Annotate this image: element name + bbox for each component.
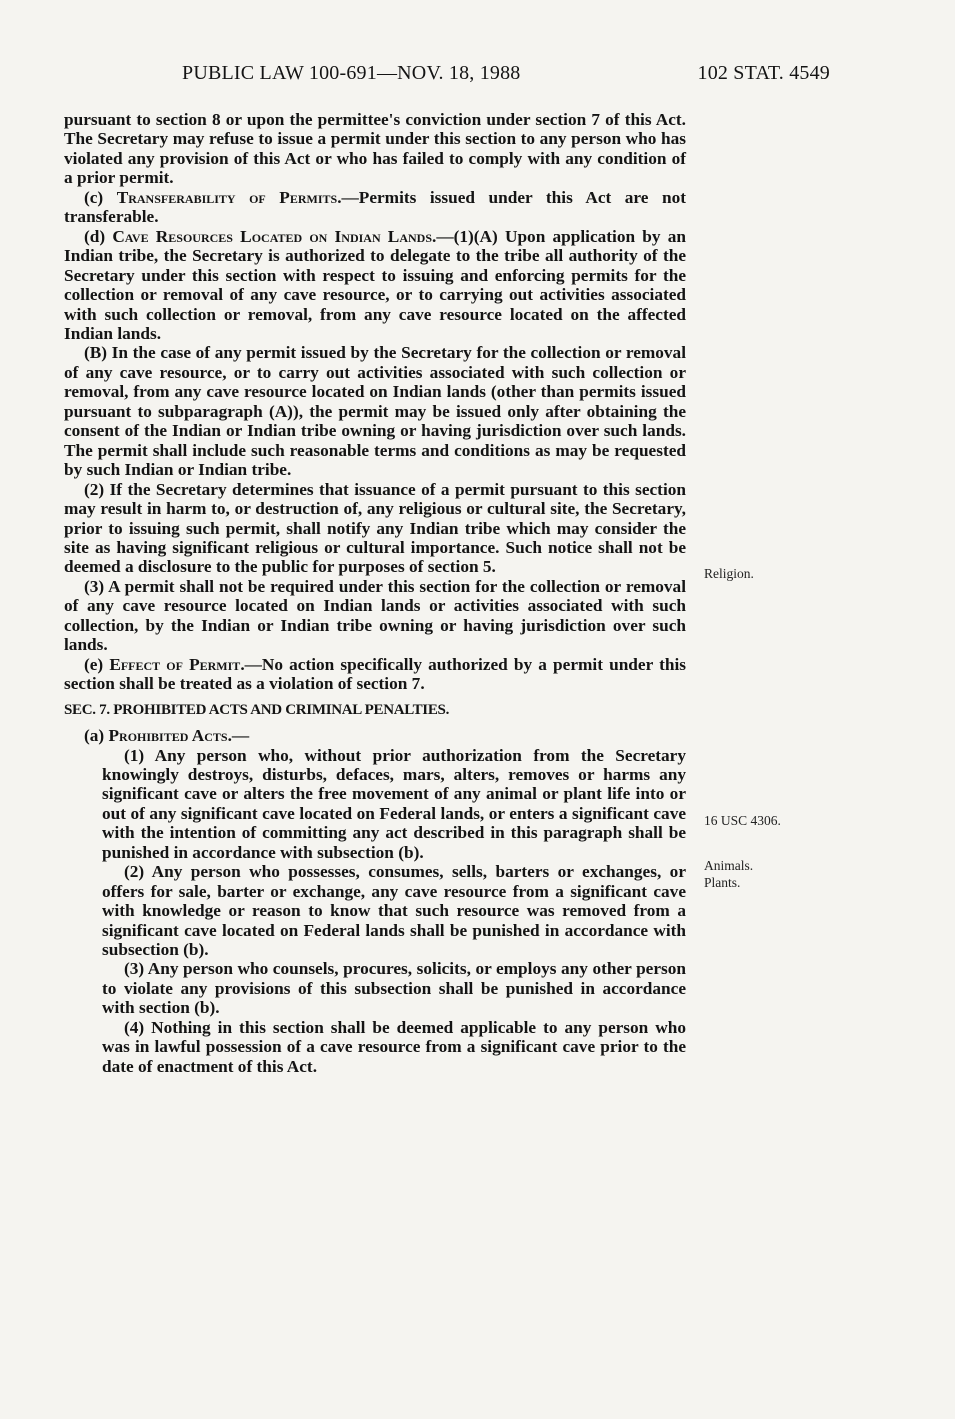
paragraph-d2: (2) If the Secretary determines that issuance of a permit pursuant to this section may result in harm to, or destruction of, any religious or cultural site, the Secretary, prior to issuing such permit, shall notify any Indian tribe which may consider the site as having significant religious or cultural importance. Such notice shall not be deemed a disclosure to the public for purposes of section 5. (64, 479, 686, 577)
margin-note-religion: Religion. (704, 566, 754, 581)
subsection-c-number: (c) (84, 187, 117, 207)
subsection-e-number: (e) (84, 654, 110, 674)
law-text (64, 110, 686, 1076)
statute-page-number: 102 STAT. 4549 (697, 62, 830, 84)
paragraph-d3: (3) A permit shall not be required under this section for the collection or removal of any cave resource located on Indian lands or activities associated with such collection, by the Indian or Indian tribe owning or having jurisdiction over such lands. (64, 576, 686, 655)
paragraph-d1b: (B) In the case of any permit issued by the Secretary for the collection or removal of any cave resource, or to carry out activities associated with such collection or removal, from any cave resource located on Indian lands (other than permits issued pursuant to subparagraph (A)), the permit may be issued only after obtaining the consent of the Indian or Indian tribe owning or having jurisdiction over such lands. The permit shall include such reasonable terms and conditions as may be requested by such Indian or Indian tribe. (64, 343, 686, 480)
running-head-title: PUBLIC LAW 100-691—NOV. 18, 1988 (182, 62, 521, 84)
paragraph-continuation: pursuant to section 8 or upon the permittee's conviction under section 7 of this Act. The Secretary may refuse to issue a permit under this section to any person who has violated any provision of this Act or who has failed to comply with any condition of a prior permit. (64, 110, 686, 188)
subsection-d-text: .—(1)(A) Upon application by an Indian tribe, the Secretary is authorized to delegate to the tribe all authority of the Secretary under this section with respect to issuing and enforcing permits for the collection or removal of any cave resource, or to carrying out activities associated with such collection or removal, from any cave resource located on the affected Indian lands. (64, 226, 686, 343)
subsection-c-heading: Transferability of Permits (116, 187, 338, 207)
subsection-a-dash: .— (227, 726, 250, 746)
subsection-d-number: (d) (84, 226, 113, 246)
paragraph-a2: (2) Any person who possesses, consumes, sells, barters or exchanges, or offers for sale, barter or exchange, any cave resource from a significant cave with knowledge or reason to know that such resource was removed from a significant cave located on Federal lands shall be punished in accordance with subsection (b). (102, 862, 686, 960)
margin-note-animals: Animals. (704, 858, 754, 873)
paragraph-a4: (4) Nothing in this section shall be deemed applicable to any person who was in lawful possession of a cave resource from a significant cave prior to the date of enactment of this Act. (102, 1017, 686, 1076)
page-header (182, 62, 830, 90)
section-7-heading: SEC. 7. PROHIBITED ACTS AND CRIMINAL PENALTIES. (64, 701, 450, 718)
subsection-a-number: (a) (84, 726, 109, 746)
subsection-e-heading: Effect of Permit (109, 654, 241, 674)
paragraph-a1: (1) Any person who, without prior authorization from the Secretary knowingly destroys, disturbs, defaces, mars, alters, removes or harms any significant cave or alters the free movement of any animal or plant life into or out of any significant cave located on Federal lands, or enters a significant cave with the intention of committing any act described in this paragraph shall be punished in accordance with subsection (b). (102, 745, 686, 862)
paragraph-a3: (3) Any person who counsels, procures, solicits, or employs any other person to violate any provisions of this subsection shall be punished in accordance with section (b). (102, 959, 686, 1018)
subsection-c (64, 188, 686, 227)
subsection-d-heading: Cave Resources Located on Indian Lands (112, 226, 433, 246)
subsection-c-text: .—Permits issued under this Act are not transferable. (64, 187, 686, 227)
subsection-e-text: .—No action specifically authorized by a permit under this section shall be treated as a violation of section 7. (64, 654, 686, 694)
subsection-e (64, 655, 686, 694)
subsection-d (64, 227, 686, 344)
margin-note-usc: 16 USC 4306. (704, 813, 781, 828)
subsection-a-heading: Prohibited Acts (108, 726, 228, 746)
subsection-a-heading-line (84, 726, 686, 745)
margin-note-plants: Plants. (704, 875, 741, 890)
